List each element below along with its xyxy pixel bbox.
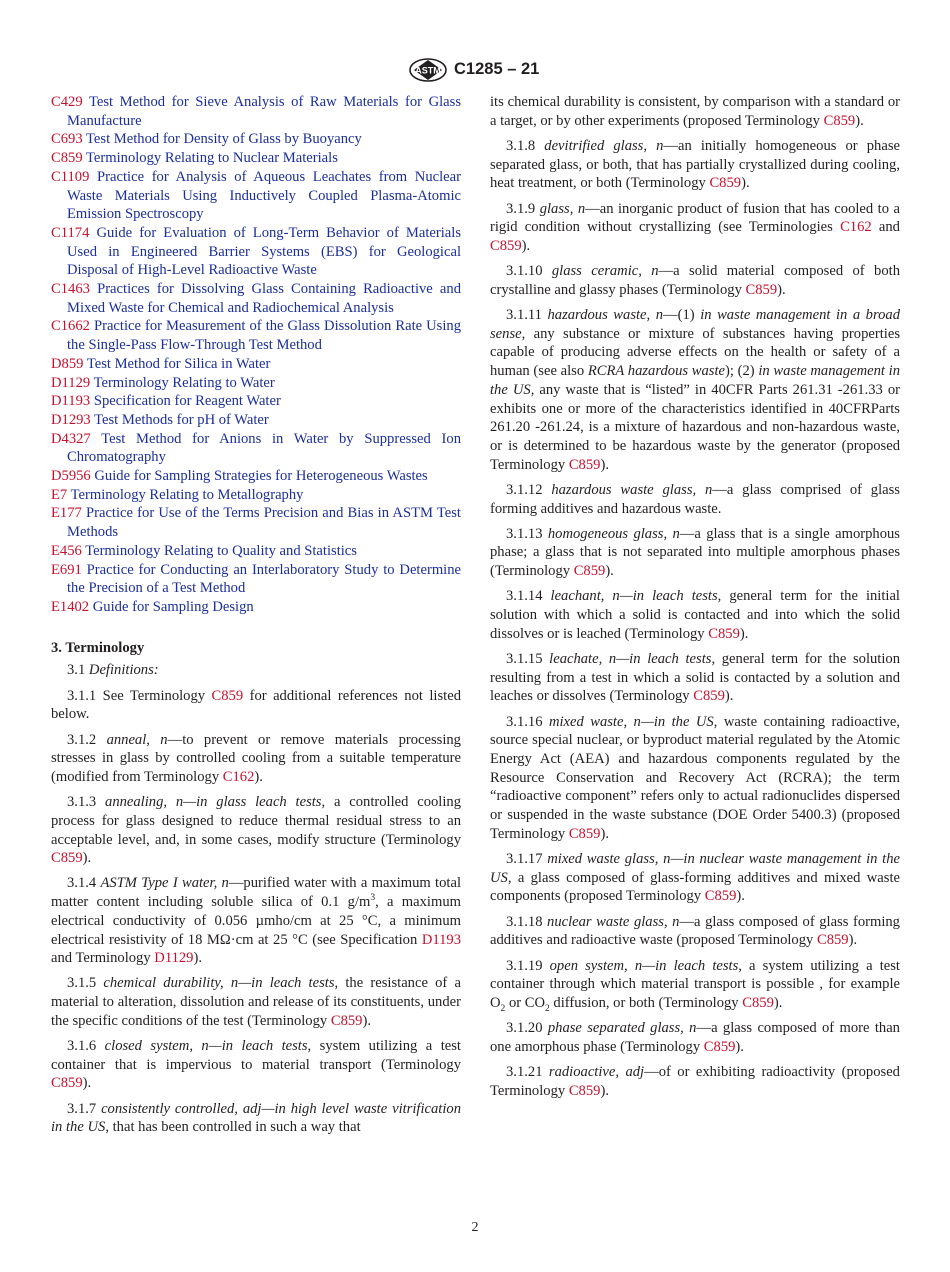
reference-item[interactable]: [51, 374, 461, 393]
para-3-1-14: 3.1.14 leachant, n—in leach tests, general term for the initial solution with which a solid is contacted and into which the solid dissolves or is leached (Terminology C859).: [490, 588, 900, 642]
reference-code[interactable]: D1129: [51, 374, 91, 391]
page-number: 2: [471, 1220, 479, 1235]
reference-item[interactable]: [51, 542, 461, 561]
reference-item[interactable]: [51, 411, 461, 430]
para-3-1-15: 3.1.15 leachate, n—in leach tests, general term for the solution resulting from a test in which a solid is contacted by a solution and leaches or dissolves (Terminology C859).: [490, 650, 901, 705]
ref-link[interactable]: C859: [745, 281, 778, 298]
reference-title[interactable]: Practice for Measurement of the Glass Dissolution Rate Using the Single-Pass Flow-Through Test Method: [67, 318, 462, 354]
reference-code[interactable]: E177: [51, 505, 82, 522]
reference-item[interactable]: [51, 93, 461, 130]
astm-logo-icon: [408, 58, 448, 82]
ref-link[interactable]: C859: [823, 112, 856, 129]
reference-item[interactable]: [51, 317, 461, 354]
reference-item[interactable]: [51, 430, 461, 467]
para-3-1-4: 3.1.4 ASTM Type I water, n—purified water with a maximum total matter content including soluble silica of 0.1 $g/m^3$, a maximum electrical conductivity of 0.056 µmho/cm at 25 °C, a minimum electrical resistivity of 18 MΩ·cm at 25 °C (see Specification D1193 and Terminology D1129).: [51, 875, 461, 967]
ref-link[interactable]: C859: [490, 237, 522, 254]
ref-link[interactable]: C859: [708, 625, 740, 642]
ref-link[interactable]: C162: [840, 219, 872, 236]
ref-link[interactable]: C859: [51, 1075, 83, 1092]
ref-link[interactable]: C859: [742, 994, 774, 1011]
para-3-1-19: 3.1.19 open system, n—in leach tests, a system utilizing a test container through which material transport is possible , for example $O_2$ or $CO_2$ diffusion, or both (Terminology C859).: [490, 957, 900, 1014]
para-3-1-5: 3.1.5 chemical durability, n—in leach tests, the resistance of a material to alteration, dissolution and release of its constituents, under the specific conditions of the test (Terminology C859).: [51, 975, 461, 1029]
left-column: [51, 93, 461, 1144]
reference-title[interactable]: Test Method for Density of Glass by Buoyancy: [86, 131, 362, 148]
para-3-1-18: 3.1.18 nuclear waste glass, n—a glass composed of glass forming additives and radioactive waste (proposed Terminology C859).: [490, 913, 900, 949]
ref-link[interactable]: C859: [211, 687, 244, 704]
para-3-1-21: 3.1.21 radioactive, adj—of or exhibiting radioactivity (proposed Terminology C859).: [490, 1064, 900, 1099]
reference-code[interactable]: C693: [51, 131, 83, 148]
reference-title[interactable]: Terminology Relating to Water: [93, 374, 275, 391]
para-3-1-7: 3.1.7 consistently controlled, adj—in high level waste vitrification in the US, that has been controlled in such a way that: [51, 1100, 461, 1136]
ref-link[interactable]: C859: [573, 563, 606, 580]
reference-list: [51, 93, 461, 617]
reference-code[interactable]: D859: [51, 355, 84, 372]
para-3-1-12: 3.1.12 hazardous waste glass, n—a glass comprised of glass forming additives and hazardous waste.: [490, 481, 900, 517]
reference-title[interactable]: Practice for Analysis of Aqueous Leachates from Nuclear Waste Materials Using Inductively Coupled Plasma-Atomic Emission Spectroscopy: [67, 168, 461, 223]
reference-item[interactable]: [51, 130, 461, 149]
ref-link[interactable]: C859: [568, 825, 601, 842]
reference-code[interactable]: C859: [51, 150, 83, 167]
ref-link[interactable]: D1193: [421, 931, 461, 948]
document-id: C1285 – 21: [454, 60, 540, 78]
section-heading: 3. Terminology: [51, 639, 145, 656]
reference-code[interactable]: D5956: [51, 468, 91, 485]
reference-title[interactable]: Practice for Conducting an Interlaboratory Study to Determine the Precision of a Test Method: [67, 561, 462, 597]
reference-code[interactable]: E456: [51, 542, 82, 559]
para-3-1-20: 3.1.20 phase separated glass, n—a glass composed of more than one amorphous phase (Terminology C859).: [490, 1020, 900, 1055]
ref-link[interactable]: C859: [693, 688, 725, 705]
para-3-1-7-continued: its chemical durability is consistent, by comparison with a standard or a target, or by other experiments (proposed Terminology C859).: [490, 94, 900, 129]
para-3-1-2: 3.1.2 anneal, n—to prevent or remove materials processing stresses in glass by controlled cooling from a suitable temperature (modified from Terminology C162).: [51, 731, 461, 785]
reference-code[interactable]: C1463: [51, 281, 90, 298]
ref-link[interactable]: C859: [568, 1082, 601, 1099]
para-3-1-10: 3.1.10 glass ceramic, n—a solid material composed of both crystalline and glassy phases (Terminology C859).: [490, 263, 900, 298]
reference-title[interactable]: Terminology Relating to Quality and Statistics: [85, 542, 357, 559]
reference-code[interactable]: E1402: [51, 598, 90, 615]
reference-code[interactable]: D4327: [51, 430, 91, 447]
para-3-1-9: 3.1.9 glass, n—an inorganic product of fusion that has cooled to a rigid condition without crystallizing (see Terminologies C162 and C859).: [490, 200, 900, 254]
reference-code[interactable]: E691: [51, 561, 82, 578]
reference-item[interactable]: [51, 598, 461, 617]
para-3-1-16: 3.1.16 mixed waste, n—in the US, waste containing radioactive, source special nuclear, or byproduct material regulated by the Atomic Energy Act (AEA) and hazardous components regulated by the Resource Conservation and Recovery Act (RCRA); the term “radioactive component” refers only to actual radionuclides dispersed or suspended in the waste substance (DOE Order 5400.3) (proposed Terminology C859).: [490, 713, 901, 842]
para-3-1-6: 3.1.6 closed system, n—in leach tests, system utilizing a test container that is impervious to material transport (Terminology C859).: [51, 1038, 461, 1092]
right-column: [490, 93, 900, 1107]
ref-link[interactable]: C859: [568, 456, 601, 473]
reference-title[interactable]: Terminology Relating to Nuclear Materials: [86, 150, 338, 167]
ref-link[interactable]: C859: [703, 1038, 736, 1055]
ref-link[interactable]: C162: [222, 768, 255, 785]
page-header: [0, 58, 950, 82]
reference-code[interactable]: C1109: [51, 168, 90, 185]
reference-item[interactable]: [51, 280, 461, 317]
reference-item[interactable]: [51, 168, 461, 224]
reference-title[interactable]: Test Method for Anions in Water by Suppressed Ion Chromatography: [67, 430, 461, 466]
reference-title[interactable]: Test Method for Sieve Analysis of Raw Materials for Glass Manufacture: [67, 94, 461, 129]
reference-title[interactable]: Test Methods for pH of Water: [94, 411, 269, 428]
ref-link[interactable]: C859: [816, 932, 849, 949]
reference-title[interactable]: Guide for Evaluation of Long-Term Behavior of Materials Used in Engineered Barrier Systems (EBS) for Geological Disposal of High-Level Radioactive Waste: [67, 224, 462, 279]
reference-title[interactable]: Test Method for Silica in Water: [86, 355, 271, 372]
para-3-1-17: 3.1.17 mixed waste glass, n—in nuclear waste management in the US, a glass composed of glass-forming additives and mixed waste components (proposed Terminology C859).: [490, 851, 900, 905]
reference-title[interactable]: Practice for Use of the Terms Precision and Bias in ASTM Test Methods: [67, 505, 461, 541]
reference-item[interactable]: [51, 149, 461, 168]
para-3-1-8: 3.1.8 devitrified glass, n—an initially homogeneous or phase separated glass, or both, that has partially crystallized during cooling, heat treatment, or both (Terminology C859).: [490, 137, 900, 192]
ref-link[interactable]: C859: [330, 1012, 363, 1029]
reference-code[interactable]: C429: [51, 94, 83, 110]
ref-link[interactable]: D1129: [154, 950, 194, 967]
para-3-1-3: 3.1.3 annealing, n—in glass leach tests, a controlled cooling process for glass designed to reduce thermal residual stress to an acceptable level, and, in some cases, modify structure (Terminology C859).: [51, 794, 461, 867]
reference-item[interactable]: [51, 355, 461, 374]
para-3-1-13: 3.1.13 homogeneous glass, n—a glass that is a single amorphous phase; a glass that is not separated into multiple amorphous phases (Terminology C859).: [490, 525, 900, 580]
ref-link[interactable]: C859: [704, 888, 737, 905]
svg-text:ASTM: ASTM: [415, 65, 441, 76]
reference-item[interactable]: [51, 561, 461, 598]
reference-title[interactable]: Guide for Sampling Strategies for Heterogeneous Wastes: [94, 468, 428, 485]
reference-title[interactable]: Specification for Reagent Water: [93, 393, 281, 410]
reference-item[interactable]: [51, 504, 461, 541]
reference-title[interactable]: Terminology Relating to Metallography: [70, 486, 304, 503]
reference-item[interactable]: [51, 467, 461, 486]
reference-title[interactable]: Practices for Dissolving Glass Containing Radioactive and Mixed Waste for Chemical and Radiochemical Analysis: [67, 281, 461, 316]
reference-item[interactable]: [51, 224, 461, 280]
reference-code[interactable]: D1293: [51, 411, 91, 428]
reference-title[interactable]: Guide for Sampling Design: [92, 598, 254, 615]
reference-item[interactable]: [51, 486, 461, 505]
para-3-1-1: 3.1.1 See Terminology C859 for additional references not listed below.: [51, 687, 461, 723]
reference-code[interactable]: E7: [51, 486, 68, 503]
para-3-1-11: 3.1.11 hazardous waste, n—(1) in waste management in a broad sense, any substance or mixture of substances having properties capable of producing adverse effects on the health or safety of a human (see also RCRA hazardous waste); (2) in waste management in the US, any waste that is “listed” in 40CFR Parts 261.31 -261.33 or exhibits one or more of the characteristics identified in 40CFRParts 261.20 -261.24, is a mixture of hazardous and non-hazardous waste, or is determined to be hazardous waste by the generator (proposed Terminology C859).: [490, 307, 901, 473]
ref-link[interactable]: C859: [709, 175, 742, 192]
reference-code[interactable]: C1174: [51, 224, 90, 241]
reference-code[interactable]: D1193: [51, 393, 91, 410]
para-3-1: 3.1 Definitions:: [67, 662, 159, 679]
ref-link[interactable]: C859: [51, 850, 83, 867]
reference-code[interactable]: C1662: [51, 318, 90, 335]
reference-item[interactable]: [51, 392, 461, 411]
